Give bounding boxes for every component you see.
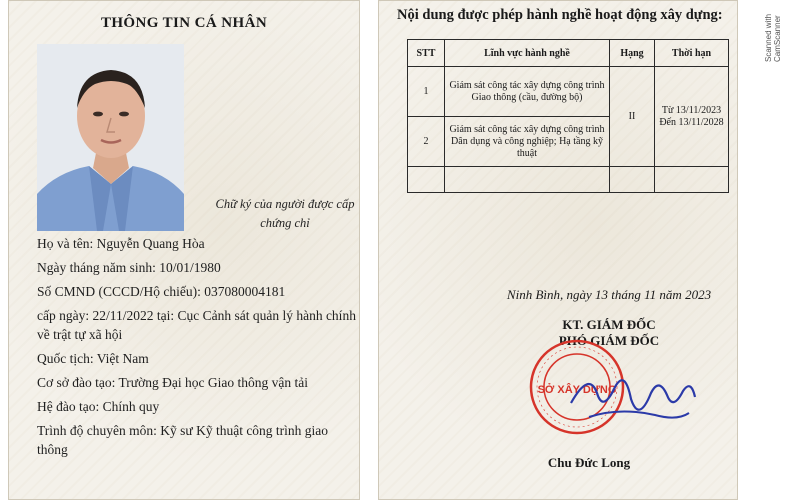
row-grade: II [610,67,655,167]
holder-id-issue: cấp ngày: 22/11/2022 tại: Cục Cảnh sát quản lý hành chính về trật tự xã hội [37,308,356,342]
signer-name: Chu Đức Long [547,455,631,470]
row-field: Giám sát công tác xây dựng công trình Giao thông (cầu, đường bộ) [445,67,610,117]
sign-place-date: Ninh Bình, ngày 13 tháng 11 năm 2023 [506,287,712,302]
holder-training-type: Hệ đào tạo: Chính quy [37,399,160,414]
camscanner-watermark: Scanned with CamScanner [764,13,782,62]
seal-text: SỞ XÂY DỰNG [537,384,617,396]
holder-name: Họ và tên: Nguyễn Quang Hòa [37,236,205,251]
signature-caption: Chữ ký của người được cấp chứng chỉ [215,197,355,230]
holder-photo [37,44,184,231]
row-field: Giám sát công tác xây dựng công trình Dân dụng và công nghiệp; Hạ tầng kỹ thuật [445,117,610,167]
table-row-empty [408,167,729,193]
row-stt: 2 [408,117,445,167]
row-validity: Từ 13/11/2023 Đến 13/11/2028 [655,67,729,167]
row-stt: 1 [408,67,445,117]
holder-id-number: Số CMND (CCCD/Hộ chiếu): 037080004181 [37,284,286,299]
header-validity: Thời hạn [655,40,729,67]
header-stt: STT [408,40,445,67]
page-title: THÔNG TIN CÁ NHÂN [100,15,268,31]
header-grade: Hạng [610,40,655,67]
table-row [408,67,729,117]
handwritten-signature-icon [559,363,699,429]
scope-title: Nội dung được phép hành nghề hoạt động xây dựng: [397,7,723,23]
right-page [378,0,738,500]
holder-degree: Trình độ chuyên môn: Kỹ sư Kỹ thuật công trình giao thông [37,423,329,457]
holder-school: Cơ sở đào tạo: Trường Đại học Giao thông vận tải [37,375,308,390]
left-page [8,0,360,500]
table-header-row [408,40,729,67]
header-field: Lĩnh vực hành nghề [445,40,610,67]
holder-info [37,234,359,464]
sign-title-2: PHÓ GIÁM ĐỐC [558,333,660,348]
scope-table [407,39,729,193]
holder-dob: Ngày tháng năm sinh: 10/01/1980 [37,260,221,275]
holder-nationality: Quốc tịch: Việt Nam [37,351,149,366]
sign-title-1: KT. GIÁM ĐỐC [562,317,656,332]
